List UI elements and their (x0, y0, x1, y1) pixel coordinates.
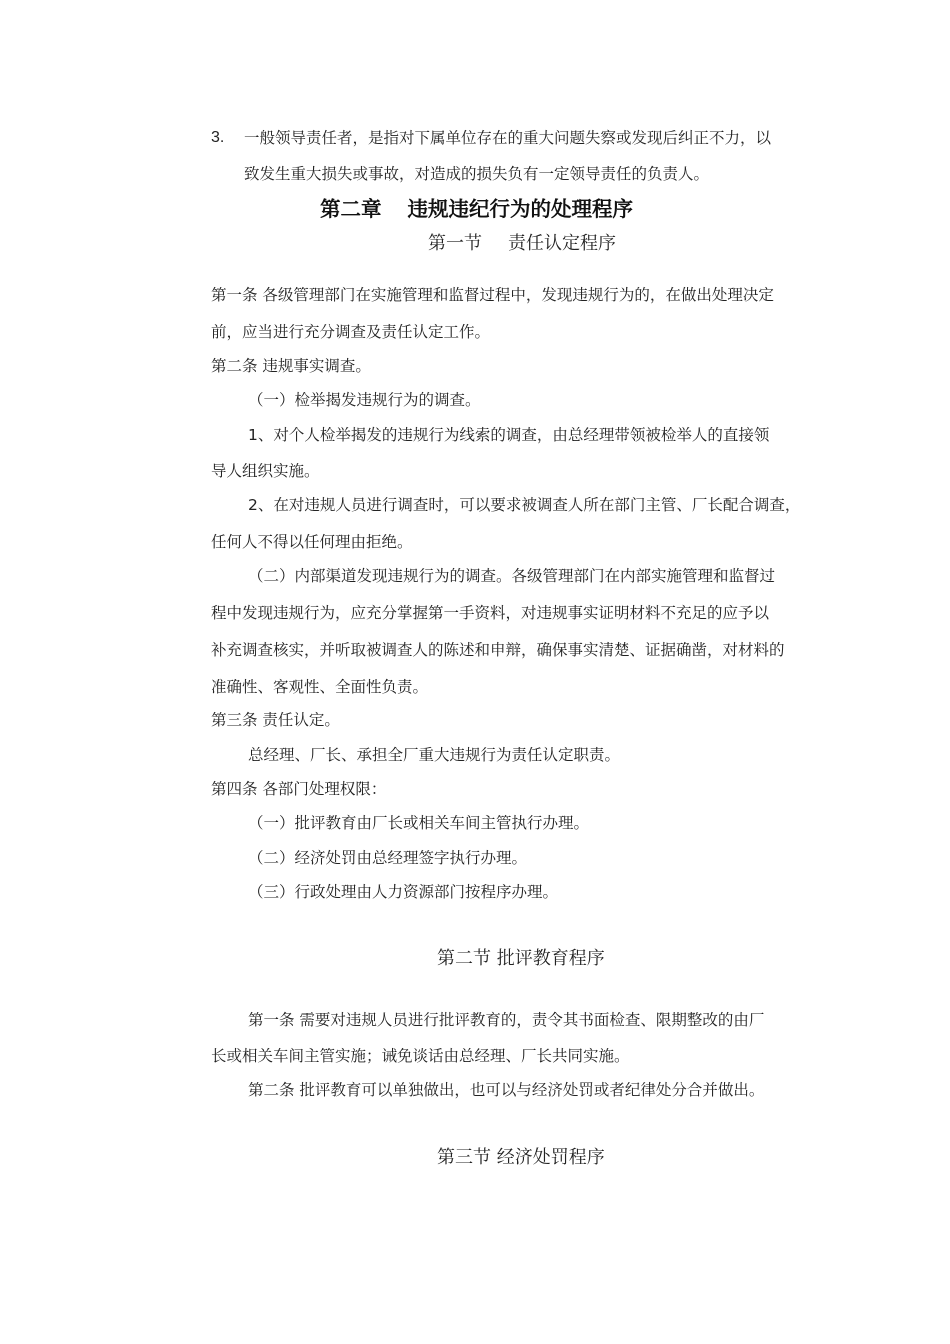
section-label: 第一节 (428, 233, 482, 254)
article-line: 第一条 各级管理部门在实施管理和监督过程中，发现违规行为的，在做出处理决定 (211, 286, 774, 304)
section-heading: 第二节 批评教育程序 (437, 948, 605, 969)
paragraph-line: 第二条 批评教育可以单独做出，也可以与经济处罚或者纪律处分合并做出。 (248, 1081, 765, 1099)
paragraph-line: 2、在对违规人员进行调查时，可以要求被调查人所在部门主管、厂长配合调查， (248, 496, 801, 514)
paragraph-line: 长或相关车间主管实施；诫免谈话由总经理、厂长共同实施。 (211, 1047, 630, 1065)
article-heading: 第二条 违规事实调查。 (211, 357, 371, 375)
section-heading: 第三节 经济处罚程序 (437, 1147, 605, 1168)
paragraph-line: 任何人不得以任何理由拒绝。 (211, 533, 413, 551)
section-title: 责任认定程序 (508, 233, 616, 254)
section-heading (428, 232, 616, 256)
paragraph-line: 第一条 需要对违规人员进行批评教育的，责令其书面检查、限期整改的由厂 (248, 1011, 765, 1029)
item-number: 3. (211, 129, 225, 146)
paragraph-line: （二）内部渠道发现违规行为的调查。各级管理部门在内部实施管理和监督过 (248, 567, 776, 585)
paragraph-line: 补充调查核实，并听取被调查人的陈述和申辩，确保事实清楚、证据确凿，对材料的 (211, 641, 785, 659)
paragraph-line: 致发生重大损失或事故，对造成的损失负有一定领导责任的负责人。 (244, 165, 710, 183)
paragraph-line: 程中发现违规行为，应充分掌握第一手资料，对违规事实证明材料不充足的应予以 (211, 604, 770, 622)
paragraph-line: 总经理、厂长、承担全厂重大违规行为责任认定职责。 (248, 746, 621, 764)
chapter-title: 违规违纪行为的处理程序 (407, 197, 633, 221)
article-heading: 第三条 责任认定。 (211, 711, 340, 729)
list-item: （三）行政处理由人力资源部门按程序办理。 (248, 883, 559, 901)
paragraph-line: 导人组织实施。 (211, 462, 320, 480)
article-line: 前，应当进行充分调查及责任认定工作。 (211, 323, 491, 341)
article-heading: 第四条 各部门处理权限： (211, 780, 387, 798)
list-item: （一）批评教育由厂长或相关车间主管执行办理。 (248, 814, 590, 832)
chapter-label: 第二章 (320, 197, 382, 221)
paragraph-line: 1、对个人检举揭发的违规行为线索的调查，由总经理带领被检举人的直接领 (248, 426, 770, 444)
paragraph-line: 准确性、客观性、全面性负责。 (211, 678, 429, 696)
list-item: （二）经济处罚由总经理签字执行办理。 (248, 849, 528, 867)
paragraph-line: 一般领导责任者，是指对下属单位存在的重大问题失察或发现后纠正不力，以 (244, 129, 772, 147)
chapter-heading (320, 196, 633, 222)
subsection-heading: （一）检举揭发违规行为的调查。 (248, 391, 481, 409)
